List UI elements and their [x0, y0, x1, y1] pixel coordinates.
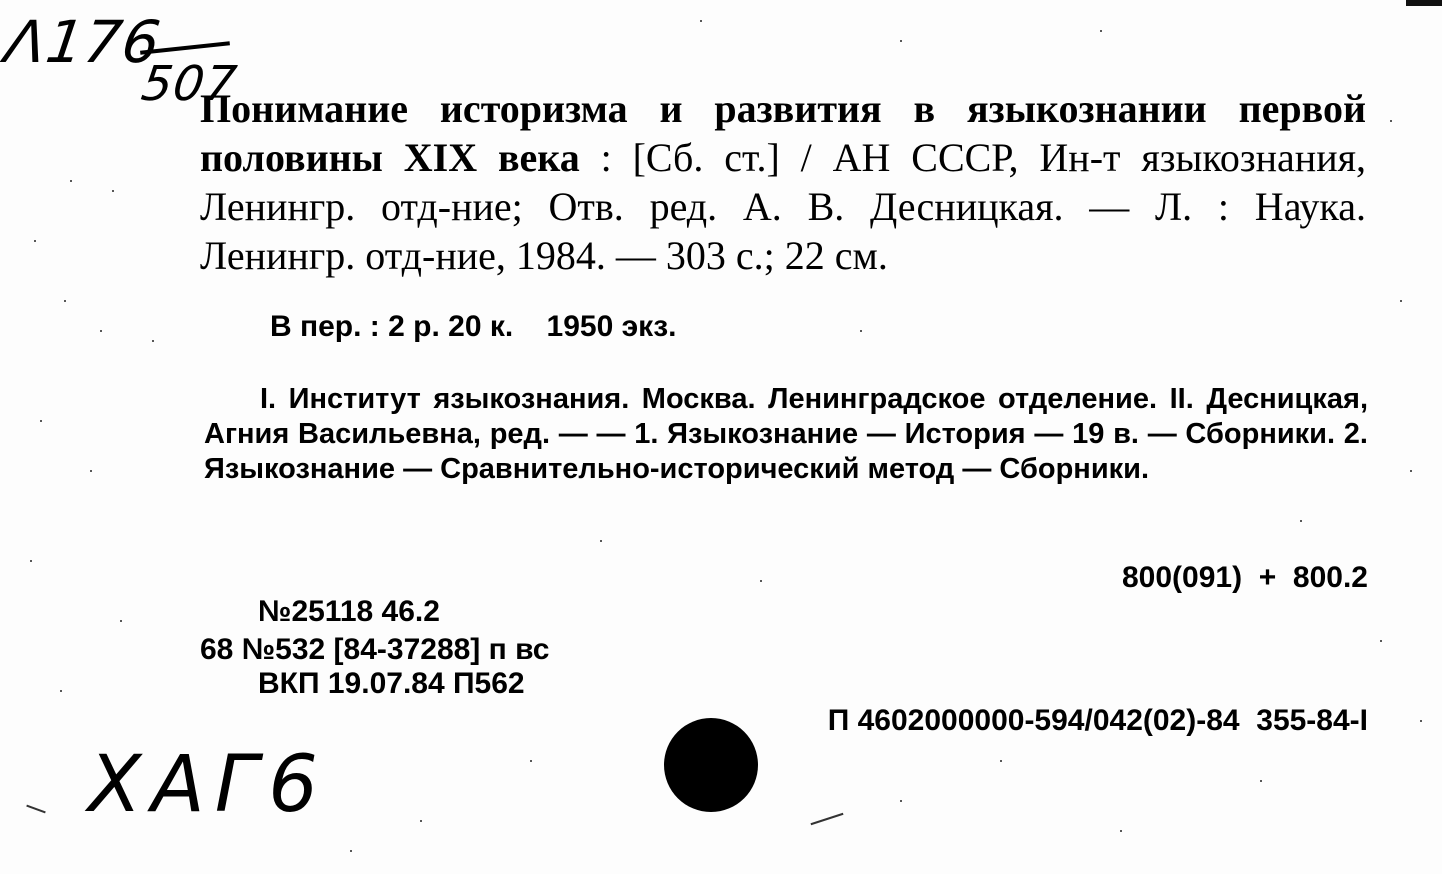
- vkp-line: ВКП 19.07.84 П562: [258, 667, 525, 700]
- punch-hole: [664, 718, 758, 812]
- accession-number: №25118 46.2: [258, 595, 440, 628]
- shelf-mark: ХАГ6: [88, 740, 328, 830]
- order-line: 68 №532 [84-37288] п вс: [200, 633, 550, 666]
- pen-stroke: [26, 805, 45, 814]
- title-main: Понимание историзма и развития в языкознании первой половины XIX века: [200, 86, 1366, 180]
- bibliographic-description: [200, 84, 1366, 280]
- price-line: В пер. : 2 р. 20 к. 1950 экз.: [270, 310, 677, 343]
- udc-index: 800(091) + 800.2: [1121, 561, 1368, 594]
- tracings: I. Институт языкознания. Москва. Ленинградское отделение. II. Десницкая, Агния Васильевна, ред. — — 1. Языкознание — История — 19 в. — Сборники. 2. Языкознание — Сравнительно-исторический метод — Сборники.: [204, 383, 1368, 485]
- call-number-bottom: 507: [138, 56, 241, 112]
- price-code: П 4602000000-594/042(02)-84 355-84-I: [827, 704, 1368, 737]
- scan-corner-mark: [1406, 0, 1442, 6]
- call-number-top: Λ176: [1, 8, 166, 76]
- pen-stroke: [811, 813, 844, 825]
- title-rest: : [Сб. ст.] / АН СССР, Ин-т языкознания, Ленингр. отд-ние; Отв. ред. А. В. Десницкая. — Л. : Наука. Ленингр. отд-ние, 1984. — 303 с.; 22 см.: [200, 135, 1367, 278]
